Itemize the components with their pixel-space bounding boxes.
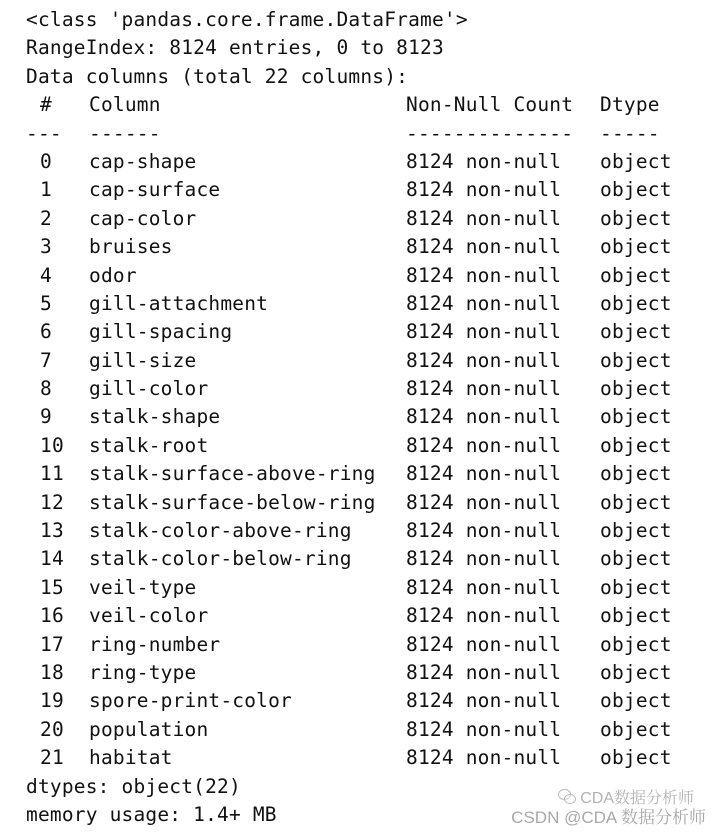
separator-dtype: ----- [600,121,660,145]
row-column-name: population [89,717,209,741]
row-index: 12 [40,490,64,514]
row-column-name: gill-attachment [89,291,269,315]
table-row [26,574,706,602]
row-column-name: odor [89,263,137,287]
table-row [26,517,706,545]
table-row [26,545,706,573]
row-non-null-count: 8124 non-null [406,575,562,599]
row-column-name: bruises [89,235,173,259]
table-row [26,262,706,290]
row-column-name: cap-surface [89,178,221,202]
table-header-row [26,91,706,119]
row-dtype: object [600,547,672,571]
row-non-null-count: 8124 non-null [406,689,562,713]
row-column-name: gill-color [89,377,209,401]
dtypes-line: dtypes: object(22) [26,774,241,798]
row-column-name: gill-size [89,348,197,372]
header-column: Column [89,93,161,117]
row-non-null-count: 8124 non-null [406,717,562,741]
row-non-null-count: 8124 non-null [406,149,562,173]
row-column-name: stalk-surface-below-ring [89,490,376,514]
row-index: 14 [40,547,64,571]
watermark-bottom [511,803,706,828]
header-non-null: Non-Null Count [406,93,574,117]
table-row [26,375,706,403]
row-index: 17 [40,632,64,656]
row-dtype: object [600,490,672,514]
row-dtype: object [600,206,672,230]
row-index: 4 [40,263,52,287]
wechat-icon [558,789,576,804]
table-separator-row [26,120,706,148]
data-columns-line: Data columns (total 22 columns): [26,64,409,88]
row-index: 1 [40,178,52,202]
row-non-null-count: 8124 non-null [406,320,562,344]
row-dtype: object [600,689,672,713]
row-dtype: object [600,405,672,429]
row-column-name: stalk-shape [89,405,221,429]
row-index: 8 [40,377,52,401]
row-column-name: cap-shape [89,149,197,173]
table-row [26,318,706,346]
row-dtype: object [600,178,672,202]
row-index: 0 [40,149,52,173]
row-index: 9 [40,405,52,429]
row-column-name: stalk-surface-above-ring [89,462,376,486]
row-index: 7 [40,348,52,372]
row-index: 6 [40,320,52,344]
row-index: 15 [40,575,64,599]
row-index: 3 [40,235,52,259]
row-column-name: cap-color [89,206,197,230]
row-non-null-count: 8124 non-null [406,632,562,656]
table-row [26,744,706,772]
table-row [26,403,706,431]
row-dtype: object [600,519,672,543]
row-dtype: object [600,604,672,628]
row-index: 5 [40,291,52,315]
row-dtype: object [600,348,672,372]
row-dtype: object [600,320,672,344]
row-index: 21 [40,746,64,770]
row-non-null-count: 8124 non-null [406,462,562,486]
separator-non-null: -------------- [406,121,574,145]
row-column-name: habitat [89,746,173,770]
table-row [26,205,706,233]
row-dtype: object [600,149,672,173]
watermark-line1: CDA数据分析师 [580,790,694,807]
row-non-null-count: 8124 non-null [406,377,562,401]
header-index: # [40,93,52,117]
row-column-name: veil-color [89,604,209,628]
row-dtype: object [600,377,672,401]
row-column-name: stalk-color-above-ring [89,519,352,543]
table-row [26,489,706,517]
watermark-line2: CSDN @CDA 数据分析师 [511,808,706,827]
class-line: <class 'pandas.core.frame.DataFrame'> [26,8,468,31]
row-dtype: object [600,632,672,656]
row-non-null-count: 8124 non-null [406,235,562,259]
row-non-null-count: 8124 non-null [406,178,562,202]
row-non-null-count: 8124 non-null [406,519,562,543]
table-row [26,176,706,204]
row-non-null-count: 8124 non-null [406,263,562,287]
row-non-null-count: 8124 non-null [406,405,562,429]
table-row [26,716,706,744]
table-row [26,347,706,375]
row-non-null-count: 8124 non-null [406,490,562,514]
row-dtype: object [600,717,672,741]
row-dtype: object [600,660,672,684]
row-non-null-count: 8124 non-null [406,206,562,230]
table-row [26,602,706,630]
row-dtype: object [600,575,672,599]
row-dtype: object [600,462,672,486]
header-dtype: Dtype [600,93,660,117]
row-dtype: object [600,746,672,770]
table-row [26,290,706,318]
separator-index: --- [26,121,62,145]
row-index: 19 [40,689,64,713]
row-column-name: ring-number [89,632,221,656]
table-row [26,148,706,176]
row-index: 2 [40,206,52,230]
row-non-null-count: 8124 non-null [406,291,562,315]
row-column-name: veil-type [89,575,197,599]
row-non-null-count: 8124 non-null [406,348,562,372]
row-index: 13 [40,519,64,543]
table-row [26,687,706,715]
memory-usage-line: memory usage: 1.4+ MB [26,802,277,826]
row-index: 11 [40,462,64,486]
row-dtype: object [600,235,672,259]
row-index: 10 [40,433,64,457]
row-dtype: object [600,263,672,287]
range-index-line: RangeIndex: 8124 entries, 0 to 8123 [26,36,444,60]
table-row [26,631,706,659]
row-non-null-count: 8124 non-null [406,746,562,770]
row-non-null-count: 8124 non-null [406,660,562,684]
table-row [26,460,706,488]
row-non-null-count: 8124 non-null [406,433,562,457]
row-non-null-count: 8124 non-null [406,604,562,628]
row-column-name: ring-type [89,660,197,684]
row-dtype: object [600,433,672,457]
row-non-null-count: 8124 non-null [406,547,562,571]
dataframe-info-output [26,6,706,829]
table-row [26,432,706,460]
row-dtype: object [600,291,672,315]
row-index: 18 [40,660,64,684]
table-row [26,659,706,687]
table-row [26,233,706,261]
row-index: 16 [40,604,64,628]
row-column-name: spore-print-color [89,689,292,713]
row-column-name: stalk-root [89,433,209,457]
row-index: 20 [40,717,64,741]
separator-column: ------ [89,121,161,145]
row-column-name: stalk-color-below-ring [89,547,352,571]
table-body [26,148,706,773]
row-column-name: gill-spacing [89,320,233,344]
